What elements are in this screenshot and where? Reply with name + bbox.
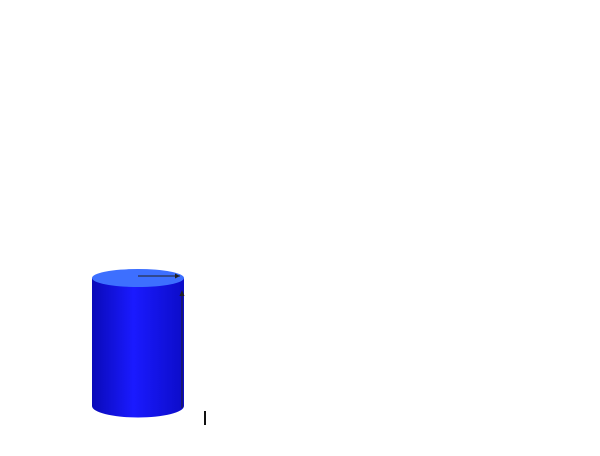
cylinder-figure xyxy=(80,258,240,438)
cylinder-diagram xyxy=(80,258,240,438)
cylinder-top xyxy=(92,269,184,287)
cylinder-body xyxy=(92,278,184,418)
text-cursor xyxy=(204,411,206,425)
